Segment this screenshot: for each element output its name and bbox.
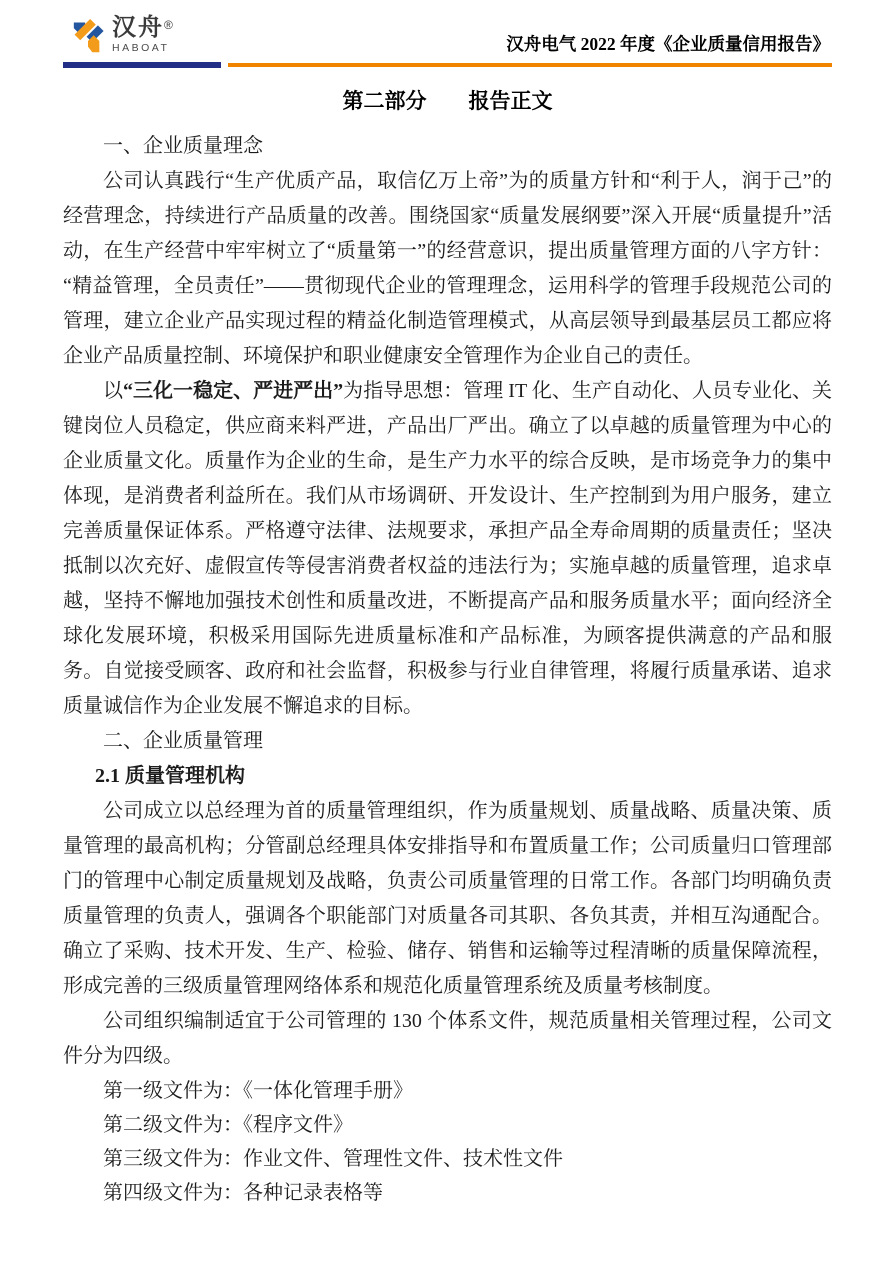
guiding-principle-rest: 为指导思想：管理 IT 化、生产自动化、人员专业化、关键岗位人员稳定，供应商来料严进，产品出厂严出。确立了以卓越的质量管理为中心的企业质量文化。质量作为企业的生命，是生产力水平的综合反映，是市场竞争力的集中体现，是消费者利益所在。我们从市场调研、开发设计、生产控制到为用户服务，建立完善质量保证体系。严格遵守法律、法规要求，承担产品全寿命周期的质量责任；坚决抵制以次充好、虚假宣传等侵害消费者权益的违法行为；实施卓越的质量管理，追求卓越，坚持不懈地加强技术创性和质量改进，不断提高产品和服务质量水平；面向经济全球化发展环境，积极采用国际先进质量标准和产品标准，为顾客提供满意的产品和服务。自觉接受顾客、政府和社会监督，积极参与行业自律管理，将履行质量承诺、追求质量诚信作为企业发展不懈追求的目标。 xyxy=(63,380,833,717)
guiding-principle-prefix: 以 xyxy=(103,380,124,402)
doc-level-2: 第二级文件为：《程序文件》 xyxy=(103,1114,353,1136)
doc-level-4: 第四级文件为：各种记录表格等 xyxy=(103,1182,383,1204)
section-heading-quality-philosophy: 一、企业质量理念 xyxy=(103,135,263,157)
document-body xyxy=(63,86,832,1210)
company-logo xyxy=(71,16,173,56)
header-rule-navy xyxy=(63,62,221,68)
doc-level-1: 第一级文件为：《一体化管理手册》 xyxy=(103,1080,413,1102)
paragraph-quality-policy: 公司认真践行“生产优质产品，取信亿万上帝”为的质量方针和“利于人，润于己”的经营理念，持续进行产品质量的改善。围绕国家“质量发展纲要”深入开展“质量提升”活动，在生产经营中牢牢树立了“质量第一”的经营意识，提出质量管理方面的八字方针：“精益管理，全员责任”——贯彻现代企业的管理理念，运用科学的管理手段规范公司的管理，建立企业产品实现过程的精益化制造管理模式，从高层领导到最基层员工都应将企业产品质量控制、环境保护和职业健康安全管理作为企业自己的责任。 xyxy=(63,170,832,367)
bold-motto: “三化一稳定、严进严出” xyxy=(123,380,344,402)
logo-cn-label: 汉舟 xyxy=(112,14,164,41)
logo-name-en: HABOAT xyxy=(112,42,170,54)
haboat-logo-icon xyxy=(71,16,105,56)
paragraph-system-documents: 公司组织编制适宜于公司管理的 130 个体系文件，规范质量相关管理过程，公司文件分为四级。 xyxy=(63,1010,832,1067)
doc-level-3: 第三级文件为：作业文件、管理性文件、技术性文件 xyxy=(103,1148,563,1170)
part-title: 第二部分 报告正文 xyxy=(342,89,553,113)
logo-name-cn xyxy=(112,16,173,40)
logo-text xyxy=(112,16,173,54)
paragraph-guiding-principle xyxy=(63,374,832,724)
registered-trademark-symbol: ® xyxy=(164,18,173,32)
section-heading-quality-management: 二、企业质量管理 xyxy=(103,730,263,752)
report-header-title: 汉舟电气 2022 年度《企业质量信用报告》 xyxy=(506,34,830,54)
paragraph-quality-organization: 公司成立以总经理为首的质量管理组织，作为质量规划、质量战略、质量决策、质量管理的最高机构；分管副总经理具体安排指导和布置质量工作；公司质量归口管理部门的管理中心制定质量规划及战略，负责公司质量管理的日常工作。各部门均明确负责质量管理的负责人，强调各个职能部门对质量各司其职、各负其责，并相互沟通配合。确立了采购、技术开发、生产、检验、储存、销售和运输等过程清晰的质量保障流程，形成完善的三级质量管理网络体系和规范化质量管理系统及质量考核制度。 xyxy=(63,800,832,997)
subsection-heading-quality-organization: 2.1 质量管理机构 xyxy=(95,765,245,787)
header-rule-orange xyxy=(228,63,832,67)
